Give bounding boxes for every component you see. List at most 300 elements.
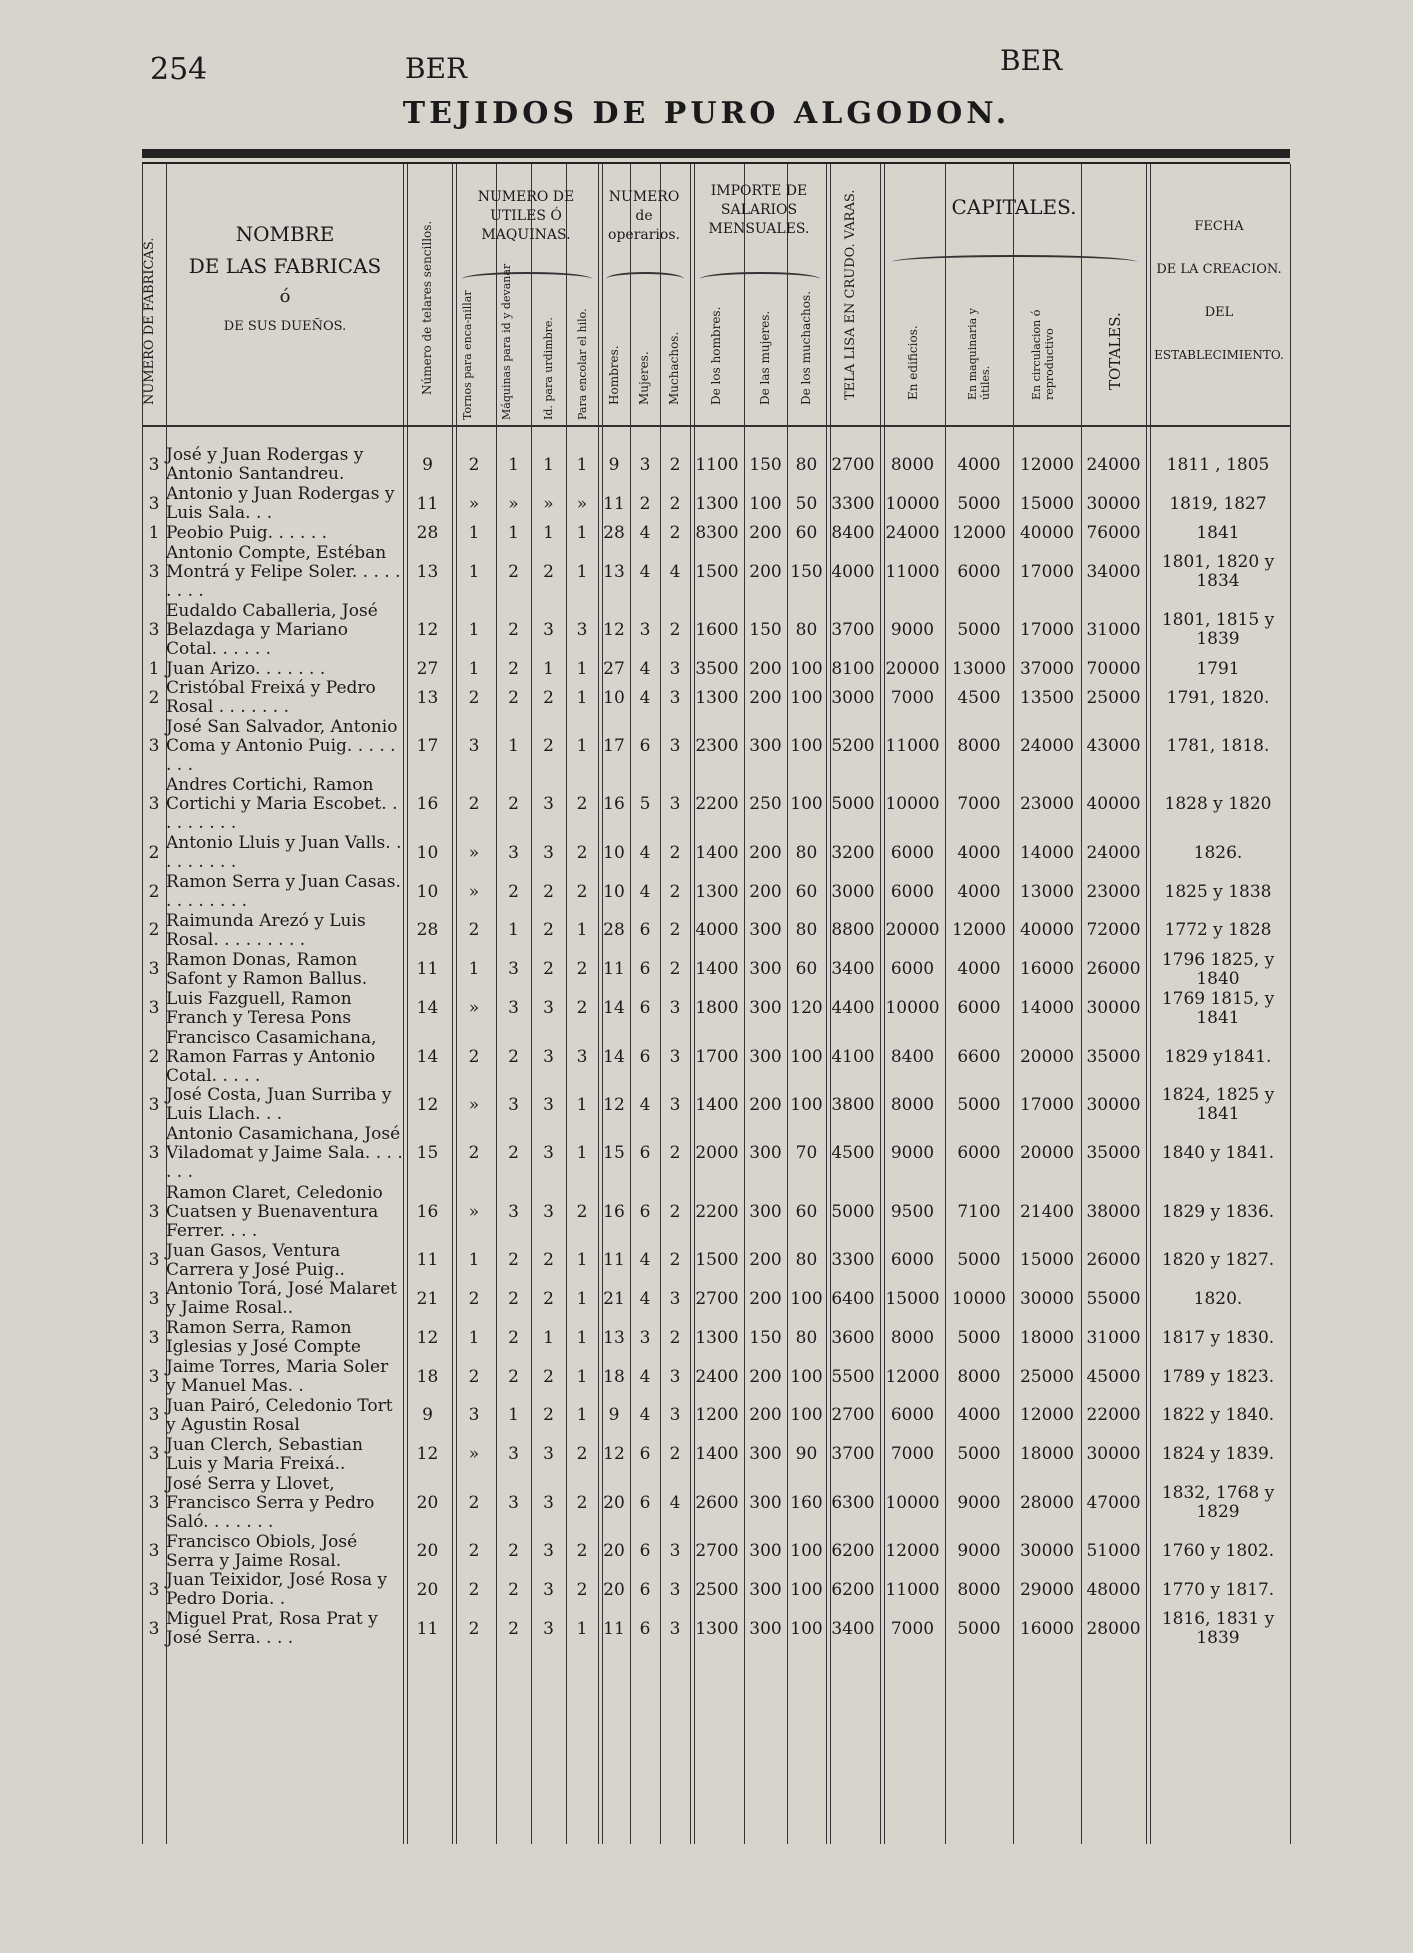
cell-muj: 6	[639, 1201, 651, 1222]
cell-tor: 1	[468, 1250, 480, 1271]
cell-tor: 2	[468, 1618, 480, 1639]
cell-fecha: 1811 , 1805	[1166, 454, 1270, 475]
table-row	[142, 1241, 1290, 1280]
cell-circ: 17000	[1019, 619, 1075, 640]
cell-tot: 24000	[1086, 454, 1141, 475]
cell-urd: 3	[543, 794, 554, 815]
cell-sh: 1300	[695, 1618, 739, 1639]
cell-sc: 100	[790, 736, 823, 757]
cell-much: 2	[669, 454, 681, 475]
cell-tor: 1	[468, 619, 480, 640]
cell-hom: 20	[603, 1579, 625, 1600]
cell-tela: 5000	[831, 1201, 875, 1222]
cell-muj: 6	[639, 736, 651, 757]
cell-edif: 6000	[890, 842, 935, 863]
cell-sm: 300	[749, 1579, 782, 1600]
cell-tot: 23000	[1086, 881, 1141, 902]
header-maquinas-devanar: Máquinas para id y devanar	[500, 263, 513, 420]
cell-hom: 13	[603, 561, 625, 582]
cell-circ: 13500	[1019, 687, 1075, 708]
cell-maqu: 5000	[957, 1327, 1001, 1348]
header-fecha-line4: ESTABLECIMIENTO.	[1154, 348, 1284, 362]
cell-circ: 37000	[1019, 658, 1075, 679]
cell-tor: »	[468, 1444, 480, 1465]
cell-name: Antonio Compte, Estéban Montrá y Felipe Soler. . . . . . . . .	[166, 542, 401, 601]
cell-tot: 51000	[1086, 1541, 1141, 1562]
cell-tor: 2	[468, 1143, 480, 1164]
cell-muj: 4	[639, 1288, 651, 1309]
cell-urd: 3	[543, 1046, 554, 1067]
cell-tor: 1	[468, 561, 480, 582]
cell-fab: 3	[148, 1579, 160, 1600]
cell-hom: 15	[603, 1143, 625, 1164]
table-row	[142, 1358, 1290, 1397]
column-divider	[1290, 164, 1291, 1844]
cell-maqu: 5000	[957, 1094, 1001, 1115]
cell-much: 4	[669, 1492, 681, 1513]
cell-muj: 4	[639, 1250, 651, 1271]
cell-tela: 8400	[831, 522, 875, 543]
cell-tot: 26000	[1086, 1250, 1141, 1271]
cell-urd: 1	[543, 1327, 554, 1348]
cell-fab: 3	[148, 619, 160, 640]
table-row	[142, 776, 1290, 834]
cell-tel: 21	[416, 1288, 439, 1309]
cell-hom: 10	[603, 687, 625, 708]
cell-sh: 1600	[695, 619, 739, 640]
cell-fecha: 1829 y1841.	[1164, 1046, 1272, 1067]
cell-edif: 10000	[885, 1492, 940, 1513]
cell-sm: 200	[749, 1366, 782, 1387]
cell-circ: 20000	[1019, 1046, 1075, 1067]
cell-sm: 300	[749, 736, 782, 757]
cell-name: Francisco Casamichana, Ramon Farras y Antonio Cotal. . . . .	[166, 1027, 377, 1086]
cell-tot: 30000	[1086, 998, 1141, 1018]
cell-tor: 2	[468, 1541, 480, 1562]
cell-tela: 6200	[831, 1541, 875, 1562]
cell-circ: 20000	[1019, 1143, 1075, 1164]
cell-urd: »	[543, 493, 554, 514]
cell-tela: 4500	[831, 1143, 875, 1164]
header-num-fabricas: NUMERO DE FABRICAS.	[142, 237, 157, 405]
cell-sc: 80	[795, 619, 818, 640]
cell-fecha: 1825 y 1838	[1164, 881, 1272, 902]
cell-enc: 1	[576, 1288, 588, 1309]
cell-muj: 4	[639, 687, 651, 708]
cell-sh: 2200	[695, 1201, 739, 1222]
cell-tor: »	[468, 1094, 480, 1115]
cell-tel: 12	[416, 619, 439, 640]
cell-sh: 1300	[695, 881, 739, 902]
cell-sc: 120	[790, 998, 823, 1018]
table-row	[142, 1028, 1290, 1086]
cell-tela: 8800	[831, 920, 875, 941]
cell-circ: 12000	[1019, 454, 1075, 475]
cell-muj: 6	[639, 1541, 651, 1562]
cell-tel: 14	[416, 998, 439, 1018]
cell-tela: 4000	[831, 561, 875, 582]
table-row	[142, 1280, 1290, 1319]
cell-tot: 40000	[1086, 794, 1141, 815]
cell-tor: »	[468, 1201, 480, 1222]
header-edificios: En edificios.	[906, 325, 920, 400]
header-salarios-group: IMPORTE DE SALARIOS MENSUALES.	[708, 183, 810, 237]
cell-hom: 28	[603, 920, 625, 941]
cell-hom: 14	[603, 1046, 625, 1067]
cell-tel: 20	[416, 1492, 439, 1513]
cell-tot: 31000	[1086, 619, 1141, 640]
cell-muj: 4	[639, 1405, 651, 1426]
cell-urd: 2	[543, 959, 554, 980]
cell-urd: 3	[543, 619, 554, 640]
cell-tot: 47000	[1086, 1492, 1141, 1513]
cell-tor: »	[468, 493, 480, 514]
cell-edif: 7000	[890, 1444, 935, 1465]
cell-sc: 80	[795, 1327, 818, 1348]
cell-tel: 11	[416, 493, 439, 514]
cell-sh: 2200	[695, 794, 739, 815]
cell-name: José Serra y Llovet, Francisco Serra y Pedro Saló. . . . . . .	[166, 1473, 375, 1532]
table-row	[142, 1610, 1290, 1649]
cell-tel: 12	[416, 1327, 439, 1348]
cell-edif: 12000	[885, 1366, 940, 1387]
cell-urd: 2	[543, 687, 554, 708]
cell-maqu: 4000	[957, 959, 1001, 980]
cell-much: 3	[669, 736, 681, 757]
cell-tela: 3200	[831, 842, 875, 863]
cell-circ: 18000	[1019, 1327, 1075, 1348]
cell-fecha: 1801, 1820 y 1834	[1161, 552, 1275, 592]
table-row	[142, 718, 1290, 776]
cell-maq: 3	[508, 1201, 519, 1222]
cell-enc: 1	[576, 658, 588, 679]
table-row	[142, 446, 1290, 485]
cell-maq: 2	[508, 619, 519, 640]
cell-name: Francisco Obiols, José Serra y Jaime Rosal.	[166, 1531, 358, 1571]
cell-maqu: 5000	[957, 1618, 1001, 1639]
cell-tela: 3000	[831, 881, 875, 902]
table-row	[142, 912, 1290, 951]
cell-muj: 4	[639, 842, 651, 863]
cell-edif: 10000	[885, 998, 940, 1018]
cell-sc: 80	[795, 1250, 818, 1271]
cell-fecha: 1781, 1818.	[1166, 736, 1270, 757]
cell-edif: 11000	[885, 1579, 940, 1600]
cell-much: 3	[669, 1094, 681, 1115]
cell-tot: 76000	[1086, 522, 1141, 543]
cell-tela: 3700	[831, 619, 875, 640]
cell-name: Andres Cortichi, Ramon Cortichi y Maria Escobet. . . . . . . . .	[166, 775, 398, 834]
cell-enc: 1	[576, 522, 588, 543]
cell-tela: 6200	[831, 1579, 875, 1600]
cell-maq: 2	[508, 1618, 519, 1639]
cell-fab: 3	[148, 1444, 160, 1465]
cell-sc: 100	[790, 687, 823, 708]
cell-fab: 3	[148, 1250, 160, 1271]
cell-edif: 9000	[890, 1143, 935, 1164]
cell-sc: 100	[790, 1405, 823, 1426]
cell-muj: 6	[639, 1618, 651, 1639]
cell-maqu: 5000	[957, 1250, 1001, 1271]
cell-tor: 2	[468, 687, 480, 708]
cell-tot: 25000	[1086, 687, 1141, 708]
cell-fecha: 1791, 1820.	[1166, 687, 1270, 708]
cell-fecha: 1829 y 1836.	[1161, 1201, 1275, 1222]
cell-sm: 300	[749, 998, 782, 1018]
cell-urd: 3	[543, 1444, 554, 1465]
cell-fab: 3	[148, 1492, 160, 1513]
cell-much: 3	[669, 1405, 681, 1426]
cell-maq: 2	[508, 561, 519, 582]
cell-maqu: 4000	[957, 1405, 1001, 1426]
cell-sm: 300	[749, 1492, 782, 1513]
cell-maqu: 8000	[957, 1579, 1001, 1600]
cell-tor: »	[468, 842, 480, 863]
cell-hom: 11	[603, 959, 625, 980]
cell-hom: 11	[603, 1250, 625, 1271]
cell-much: 2	[669, 1201, 681, 1222]
cell-tor: 1	[468, 522, 480, 543]
cell-enc: 2	[576, 1579, 588, 1600]
header-circulacion: En circulacion ó reproductivo	[1030, 309, 1056, 400]
cell-fab: 3	[148, 1618, 160, 1639]
cell-edif: 6000	[890, 1405, 935, 1426]
cell-maqu: 12000	[951, 920, 1007, 941]
cell-fecha: 1826.	[1193, 842, 1243, 863]
running-head-left: BER	[405, 52, 468, 85]
header-urdimbre: Id. para urdimbre.	[542, 317, 555, 420]
cell-sc: 100	[790, 1094, 823, 1115]
header-tornos: Tornos para enca-nillar	[461, 290, 474, 420]
cell-name: José San Salvador, Antonio Coma y Antonio Puig. . . . . . . .	[166, 717, 398, 776]
cell-enc: 2	[576, 842, 588, 863]
cell-name: Ramon Donas, Ramon Safont y Ramon Ballus.	[166, 949, 368, 989]
cell-edif: 11000	[885, 561, 940, 582]
cell-tot: 38000	[1086, 1201, 1141, 1222]
cell-fab: 3	[148, 1201, 160, 1222]
header-totales: TOTALES.	[1106, 312, 1124, 390]
table-row	[142, 873, 1290, 912]
cell-muj: 3	[639, 454, 651, 475]
cell-much: 3	[669, 1366, 681, 1387]
table-row	[142, 679, 1290, 718]
cell-tela: 5200	[831, 736, 875, 757]
cell-circ: 17000	[1019, 561, 1075, 582]
cell-enc: 1	[576, 920, 588, 941]
cell-much: 3	[669, 998, 681, 1018]
cell-circ: 14000	[1019, 842, 1075, 863]
header-utiles-brace	[462, 272, 592, 286]
cell-much: 3	[669, 794, 681, 815]
cell-maq: 1	[508, 1405, 519, 1426]
table-row	[142, 1183, 1290, 1241]
header-operarios-brace	[606, 272, 684, 286]
cell-name: Raimunda Arezó y Luis Rosal. . . . . . . . .	[166, 910, 366, 950]
cell-urd: 3	[543, 1541, 554, 1562]
cell-much: 2	[669, 842, 681, 863]
cell-tel: 13	[416, 561, 439, 582]
cell-fecha: 1822 y 1840.	[1161, 1405, 1275, 1426]
cell-tel: 27	[416, 658, 439, 679]
cell-tot: 48000	[1086, 1579, 1141, 1600]
cell-hom: 12	[603, 619, 625, 640]
cell-hom: 20	[603, 1492, 625, 1513]
cell-circ: 12000	[1019, 1405, 1075, 1426]
cell-name: Peobio Puig. . . . . .	[166, 522, 328, 543]
cell-fecha: 1840 y 1841.	[1161, 1143, 1275, 1164]
cell-urd: 2	[543, 1250, 554, 1271]
cell-enc: 1	[576, 1618, 588, 1639]
cell-hom: 16	[603, 1201, 625, 1222]
header-nombre-line3: ó	[279, 286, 291, 307]
page-number: 254	[150, 52, 208, 87]
cell-tela: 2700	[831, 454, 875, 475]
cell-sm: 100	[749, 493, 782, 514]
header-muchachos: Muchachos.	[667, 331, 681, 405]
cell-muj: 6	[639, 1579, 651, 1600]
cell-sh: 1300	[695, 687, 739, 708]
cell-tor: 2	[468, 1046, 480, 1067]
cell-name: Juan Gasos, Ventura Carrera y José Puig..	[166, 1240, 345, 1280]
cell-hom: 9	[608, 454, 620, 475]
cell-tel: 14	[416, 1046, 439, 1067]
cell-maq: 2	[508, 1143, 519, 1164]
cell-tela: 3700	[831, 1444, 875, 1465]
cell-much: 2	[669, 881, 681, 902]
cell-name: Juan Pairó, Celedonio Tort y Agustin Rosal	[166, 1395, 393, 1435]
cell-fecha: 1817 y 1830.	[1161, 1327, 1275, 1348]
cell-tel: 10	[416, 842, 439, 863]
cell-enc: 1	[576, 1094, 588, 1115]
cell-much: 2	[669, 1444, 681, 1465]
cell-sh: 4000	[695, 920, 739, 941]
cell-sc: 60	[795, 1201, 818, 1222]
cell-sm: 150	[749, 454, 782, 475]
cell-maqu: 4500	[957, 687, 1001, 708]
cell-name: Ramon Serra, Ramon Iglesias y José Compte	[166, 1318, 361, 1358]
cell-enc: 3	[576, 1046, 588, 1067]
cell-tel: 13	[416, 687, 439, 708]
cell-urd: 3	[543, 1618, 554, 1639]
cell-fecha: 1841	[1196, 522, 1240, 543]
cell-name: José Costa, Juan Surriba y Luis Llach. . .	[166, 1085, 392, 1125]
cell-sh: 1500	[695, 1250, 739, 1271]
cell-sm: 150	[749, 1327, 782, 1348]
cell-circ: 14000	[1019, 998, 1075, 1018]
cell-tel: 11	[416, 1618, 439, 1639]
cell-circ: 18000	[1019, 1444, 1075, 1465]
cell-tor: 2	[468, 1288, 480, 1309]
cell-maqu: 12000	[951, 522, 1007, 543]
cell-name: José y Juan Rodergas y Antonio Santandreu.	[166, 445, 364, 485]
cell-muj: 2	[639, 493, 651, 514]
cell-tela: 3300	[831, 493, 875, 514]
cell-edif: 20000	[885, 658, 940, 679]
cell-fecha: 1796 1825, y 1840	[1161, 949, 1275, 989]
cell-tela: 5500	[831, 1366, 875, 1387]
cell-circ: 16000	[1019, 959, 1075, 980]
cell-urd: 3	[543, 1492, 554, 1513]
cell-maq: 3	[508, 1492, 519, 1513]
cell-maq: »	[508, 493, 519, 514]
cell-name: Antonio Casamichana, José Viladomat y Jaime Sala. . . . . . .	[166, 1124, 403, 1183]
cell-tot: 70000	[1086, 658, 1141, 679]
cell-urd: 2	[543, 920, 554, 941]
cell-tor: »	[468, 998, 480, 1018]
cell-urd: 1	[543, 454, 554, 475]
cell-sh: 1400	[695, 959, 739, 980]
header-mujeres: Mujeres.	[637, 351, 651, 405]
cell-name: Antonio Torá, José Malaret y Jaime Rosal..	[166, 1279, 398, 1319]
header-capitales-group: CAPITALES.	[951, 195, 1077, 219]
cell-name: Miguel Prat, Rosa Prat y José Serra. . . .	[166, 1609, 378, 1649]
cell-enc: 2	[576, 998, 588, 1018]
cell-fecha: 1824, 1825 y 1841	[1161, 1085, 1275, 1125]
cell-circ: 16000	[1019, 1618, 1075, 1639]
cell-enc: 1	[576, 1327, 588, 1348]
cell-tor: »	[468, 881, 480, 902]
cell-enc: 1	[576, 1143, 588, 1164]
cell-maqu: 5000	[957, 1444, 1001, 1465]
cell-enc: 1	[576, 736, 588, 757]
cell-muj: 4	[639, 1366, 651, 1387]
cell-circ: 15000	[1019, 493, 1075, 514]
cell-tel: 9	[422, 1405, 433, 1426]
cell-maqu: 5000	[957, 493, 1001, 514]
header-tela: TELA LISA EN CRUDO. VARAS.	[843, 189, 858, 400]
cell-urd: 3	[543, 842, 554, 863]
header-nombre-line4: DE SUS DUEÑOS.	[223, 319, 347, 334]
cell-sc: 60	[795, 881, 818, 902]
cell-sh: 3500	[695, 658, 739, 679]
cell-edif: 8400	[890, 1046, 935, 1067]
table-row	[142, 834, 1290, 873]
cell-much: 3	[669, 1046, 681, 1067]
cell-edif: 12000	[885, 1541, 940, 1562]
table-row	[142, 1435, 1290, 1474]
cell-maq: 3	[508, 1444, 519, 1465]
cell-sc: 100	[790, 1288, 823, 1309]
cell-edif: 9000	[890, 619, 935, 640]
cell-sh: 1400	[695, 1444, 739, 1465]
cell-sh: 2700	[695, 1541, 739, 1562]
cell-tel: 10	[416, 881, 439, 902]
cell-sm: 200	[749, 881, 782, 902]
table-row	[142, 485, 1290, 524]
cell-sh: 1700	[695, 1046, 739, 1067]
cell-tot: 22000	[1086, 1405, 1141, 1426]
table-row	[142, 950, 1290, 989]
cell-fecha: 1819, 1827	[1169, 493, 1267, 514]
cell-fab: 3	[148, 1288, 160, 1309]
cell-tor: 2	[468, 794, 480, 815]
cell-muj: 3	[639, 619, 651, 640]
cell-maq: 2	[508, 1046, 519, 1067]
cell-enc: 1	[576, 561, 588, 582]
cell-sm: 200	[749, 1405, 782, 1426]
cell-sc: 50	[795, 493, 818, 514]
cell-sm: 300	[749, 1143, 782, 1164]
table-row	[142, 1396, 1290, 1435]
cell-tel: 11	[416, 959, 439, 980]
cell-circ: 13000	[1019, 881, 1075, 902]
cell-fecha: 1791	[1196, 658, 1240, 679]
header-encolar: Para encolar el hilo.	[576, 308, 589, 420]
cell-fecha: 1760 y 1802.	[1161, 1541, 1275, 1562]
cell-much: 3	[669, 1541, 681, 1562]
table-row	[142, 543, 1290, 601]
cell-hom: 12	[603, 1444, 625, 1465]
